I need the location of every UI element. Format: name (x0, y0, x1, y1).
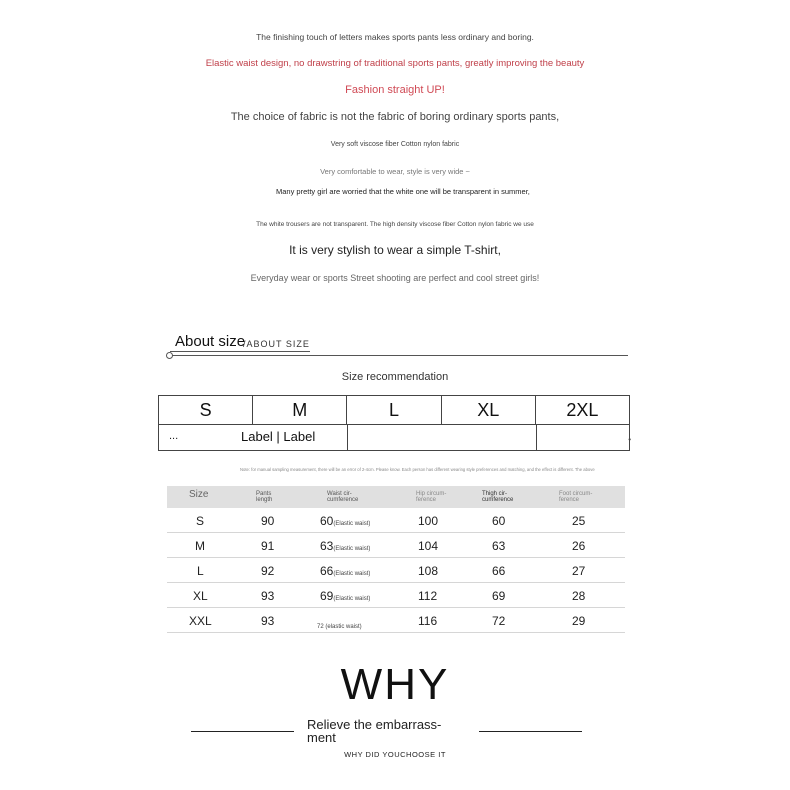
intro-line-6: Very comfortable to wear, style is very wide ~ (320, 167, 470, 176)
about-size-underline (170, 351, 310, 352)
intro-line-2: Elastic waist design, no drawstring of traditional sports pants, greatly improving the beauty (205, 58, 585, 69)
cell-size: XL (193, 589, 208, 603)
why-subtitle: Relieve the embarrass- ment (307, 717, 442, 745)
size-label-text: Label | Label (241, 429, 316, 444)
cell-waist (320, 539, 370, 553)
cell-thigh: 72 (492, 614, 506, 628)
table-row (167, 583, 625, 608)
table-header (167, 486, 625, 508)
intro-line-4: The choice of fabric is not the fabric of boring ordinary sports pants, (230, 111, 560, 123)
cell-waist (317, 617, 362, 631)
about-size-divider (170, 355, 628, 356)
cell-waist-value: 60 (320, 514, 334, 528)
header-foot: Foot circum- ference (559, 491, 593, 503)
size-cell-m: M (253, 396, 347, 424)
ellipsis-text: ... (169, 430, 179, 442)
size-cell-xl: XL (442, 396, 536, 424)
why-right-rule (479, 731, 582, 732)
table-row (167, 533, 625, 558)
cell-waist-note: 72 (elastic waist) (317, 624, 362, 630)
size-chart-table (167, 486, 625, 633)
cell-waist-value: 66 (320, 564, 334, 578)
cell-waist-value: 63 (320, 539, 334, 553)
table-row (167, 558, 625, 583)
header-size: Size (189, 489, 209, 500)
cell-waist-note: (Elastic waist) (333, 546, 371, 552)
cell-foot: 25 (572, 514, 586, 528)
size-recommendation-title: Size recommendation (341, 371, 449, 383)
why-left-rule (191, 731, 294, 732)
cell-waist-note: (Elastic waist) (333, 521, 371, 527)
cell-thigh: 63 (492, 539, 506, 553)
cell-hip: 116 (418, 614, 438, 628)
size-cell-2xl: 2XL (566, 399, 599, 420)
column-divider (347, 424, 348, 451)
size-row (159, 396, 629, 425)
why-title: WHY (340, 660, 450, 709)
cell-waist-note: (Elastic waist) (333, 596, 371, 602)
cell-length: 91 (261, 539, 275, 553)
dot-icon: • (628, 435, 631, 444)
cell-foot: 29 (572, 614, 586, 628)
size-cell-l: L (347, 396, 441, 424)
size-recommendation-box (158, 395, 630, 451)
cell-foot: 27 (572, 564, 586, 578)
cell-hip: 108 (418, 564, 439, 578)
cell-size: XXL (189, 614, 212, 628)
about-size-title: About size (175, 333, 246, 350)
cell-size: L (197, 564, 204, 578)
intro-line-3: Fashion straight UP! (345, 84, 445, 96)
cell-hip: 112 (418, 589, 438, 603)
cell-waist (320, 514, 370, 528)
intro-line-1: The finishing touch of letters makes sports pants less ordinary and boring. (256, 32, 534, 42)
intro-line-5: Very soft viscose fiber Cotton nylon fabric (330, 141, 460, 148)
cell-length: 90 (261, 514, 275, 528)
header-waist: Waist cir- cumference (327, 491, 359, 503)
cell-size: S (196, 514, 205, 528)
header-thigh: Thigh cir- cumference (482, 491, 514, 503)
column-divider (536, 424, 537, 451)
intro-line-9: It is very stylish to wear a simple T-shirt, (289, 243, 501, 257)
table-row (167, 608, 625, 633)
why-english-caption: WHY DID YOUCHOOSE IT (344, 750, 446, 759)
header-pants-length: Pants length (256, 491, 273, 503)
about-size-subtitle: /ABOUT SIZE (243, 339, 310, 349)
cell-waist (320, 564, 370, 578)
intro-line-10: Everyday wear or sports Street shooting are perfect and cool street girls! (250, 273, 540, 283)
cell-thigh: 66 (492, 564, 506, 578)
header-hip: Hip circum- ference (416, 491, 447, 503)
table-row (167, 508, 625, 533)
cell-waist (320, 589, 370, 603)
measurement-note: Note: for manual sampling measurement, there will be an error of 2-4cm. Please know. Each person has different wearing style preferences and matching, and the effect is different. The above (240, 467, 595, 472)
intro-line-7: Many pretty girl are worried that the white one will be transparent in summer, (276, 187, 530, 196)
cell-length: 93 (261, 614, 275, 628)
size-cell-s: S (159, 396, 253, 424)
cell-waist-value: 69 (320, 589, 334, 603)
cell-length: 92 (261, 564, 275, 578)
cell-waist-note: (Elastic waist) (333, 571, 371, 577)
cell-thigh: 60 (492, 514, 506, 528)
cell-hip: 104 (418, 539, 439, 553)
size-label-row (159, 424, 629, 451)
cell-foot: 26 (572, 539, 586, 553)
cell-foot: 28 (572, 589, 586, 603)
cell-thigh: 69 (492, 589, 506, 603)
cell-size: M (195, 539, 205, 553)
cell-hip: 100 (418, 514, 439, 528)
intro-line-8: The white trousers are not transparent. The high density viscose fiber Cotton nylon fabric we use (256, 221, 534, 228)
cell-length: 93 (261, 589, 275, 603)
divider-dot-icon (166, 352, 173, 359)
